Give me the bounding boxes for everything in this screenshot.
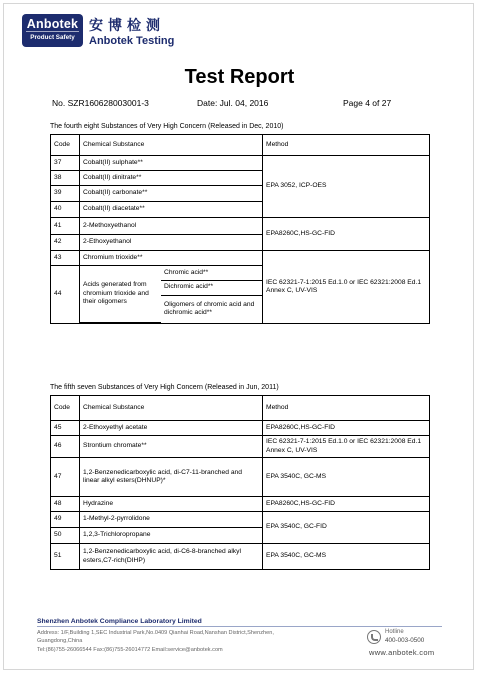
substance-cell: 1,2-Benzenedicarboxylic acid, di-C7-11-branched and linear alkyl esters(DHNUP)* xyxy=(80,458,263,497)
header-substance: Chemical Substance xyxy=(80,396,263,421)
svhc-table-4 xyxy=(50,134,430,324)
method-cell: EPA8260C,HS-GC-FID xyxy=(263,421,430,436)
footer-address: Address: 1/F,Building 1,SEC Industrial Park,No.0409 Qianhai Road,Nanshan District,Shenzhen, xyxy=(37,630,274,636)
method-cell: EPA 3540C, GC-MS xyxy=(263,458,430,497)
header xyxy=(22,14,462,50)
header-code: Code xyxy=(51,396,80,421)
substance-cell: Strontium chromate** xyxy=(80,436,263,458)
code-cell: 49 xyxy=(51,512,80,528)
footer-lab-name: Shenzhen Anbotek Compliance Laboratory Limited xyxy=(37,618,202,625)
substance-cell: 1-Methyl-2-pyrrolidone xyxy=(80,512,263,528)
substance-cell: 1,2,3-Trichloropropane xyxy=(80,528,263,544)
table-header-row xyxy=(51,135,430,156)
report-title: Test Report xyxy=(184,66,295,88)
code-cell: 45 xyxy=(51,421,80,436)
code-cell: 37 xyxy=(51,156,80,171)
substance-cell: 1,2-Benzenedicarboxylic acid, di-C6-8-branched alkyl esters,C7-rich(DIHP) xyxy=(80,544,263,570)
method-cell: IEC 62321-7-1:2015 Ed.1.0 or IEC 62321:2008 Ed.1 Annex C, UV-VIS xyxy=(263,436,430,458)
section2-title: The fifth seven Substances of Very High Concern (Released in Jun, 2011) xyxy=(50,384,279,391)
sub-item-table xyxy=(80,266,262,323)
table-row xyxy=(51,156,430,171)
section1-title: The fourth eight Substances of Very High Concern (Released in Dec, 2010) xyxy=(50,123,284,130)
table-row xyxy=(51,544,430,570)
header-method: Method xyxy=(263,396,430,421)
footer-divider xyxy=(37,626,442,627)
anbotek-logo xyxy=(22,14,83,47)
substance-cell: Chromium trioxide** xyxy=(80,251,263,266)
code-cell: 46 xyxy=(51,436,80,458)
sub-item: Oligomers of chromic acid and dichromic acid** xyxy=(164,300,255,317)
table-row xyxy=(51,458,430,497)
page-indicator: Page 4 of 27 xyxy=(343,98,392,108)
substance-group-cell xyxy=(80,266,263,324)
code-cell: 50 xyxy=(51,528,80,544)
website-link[interactable]: www.anbotek.com xyxy=(369,648,435,657)
logo-main-text: Anbotek xyxy=(26,17,79,31)
logo-swoosh xyxy=(26,31,79,32)
code-cell: 41 xyxy=(51,218,80,235)
method-cell: EPA 3052, ICP-OES xyxy=(263,156,430,218)
code-cell: 43 xyxy=(51,251,80,266)
substance-cell: 2-Methoxyethanol xyxy=(80,218,263,235)
sub-item: Chromic acid** xyxy=(161,266,262,280)
footer-address-2: Guangdong,China xyxy=(37,638,83,644)
substance-cell: Cobalt(II) carbonate** xyxy=(80,186,263,202)
substance-cell: Hydrazine xyxy=(80,497,263,512)
svhc-table-5 xyxy=(50,395,430,570)
header-code: Code xyxy=(51,135,80,156)
method-cell: EPA8260C,HS-GC-FID xyxy=(263,497,430,512)
code-cell: 40 xyxy=(51,202,80,218)
method-cell: EPA 3540C, GC-MS xyxy=(263,544,430,570)
table-row xyxy=(51,497,430,512)
substance-cell: Cobalt(II) dinitrate** xyxy=(80,171,263,186)
table-header-row xyxy=(51,396,430,421)
phone-icon xyxy=(367,630,381,644)
report-date: Date: Jul. 04, 2016 xyxy=(197,98,269,108)
sub-item: Dichromic acid** xyxy=(161,280,262,295)
logo-sub-text: Product Safety xyxy=(30,34,75,41)
substance-cell: Cobalt(II) sulphate** xyxy=(80,156,263,171)
code-cell: 44 xyxy=(51,266,80,324)
table-row xyxy=(51,436,430,458)
code-cell: 38 xyxy=(51,171,80,186)
table-row xyxy=(51,421,430,436)
brand-chinese: 安博检测 xyxy=(89,18,165,34)
code-cell: 51 xyxy=(51,544,80,570)
code-cell: 48 xyxy=(51,497,80,512)
code-cell: 42 xyxy=(51,235,80,251)
substance-cell: Cobalt(II) diacetate** xyxy=(80,202,263,218)
hotline-label: Hotline xyxy=(385,629,404,635)
header-method: Method xyxy=(263,135,430,156)
substance-cell: 2-Ethoxyethyl acetate xyxy=(80,421,263,436)
header-substance: Chemical Substance xyxy=(80,135,263,156)
table-row xyxy=(51,251,430,266)
footer-contacts: Tel:(86)755-26066544 Fax:(86)755-26014772 Email:service@anbotek.com xyxy=(37,647,223,653)
table-row xyxy=(51,512,430,528)
substance-cell: 2-Ethoxyethanol xyxy=(80,235,263,251)
method-cell: EPA8260C,HS-GC-FID xyxy=(263,218,430,251)
group-label: Acids generated from chromium trioxide and their oligomers xyxy=(80,266,161,323)
code-cell: 47 xyxy=(51,458,80,497)
brand-english: Anbotek Testing xyxy=(89,35,175,47)
method-cell: EPA 3540C, GC-FID xyxy=(263,512,430,544)
hotline-number: 400-003-0500 xyxy=(385,637,425,644)
method-cell: IEC 62321-7-1:2015 Ed.1.0 or IEC 62321:2008 Ed.1 Annex C, UV-VIS xyxy=(263,251,430,324)
report-number: No. SZR160628003001-3 xyxy=(52,98,149,108)
table-row xyxy=(51,218,430,235)
code-cell: 39 xyxy=(51,186,80,202)
